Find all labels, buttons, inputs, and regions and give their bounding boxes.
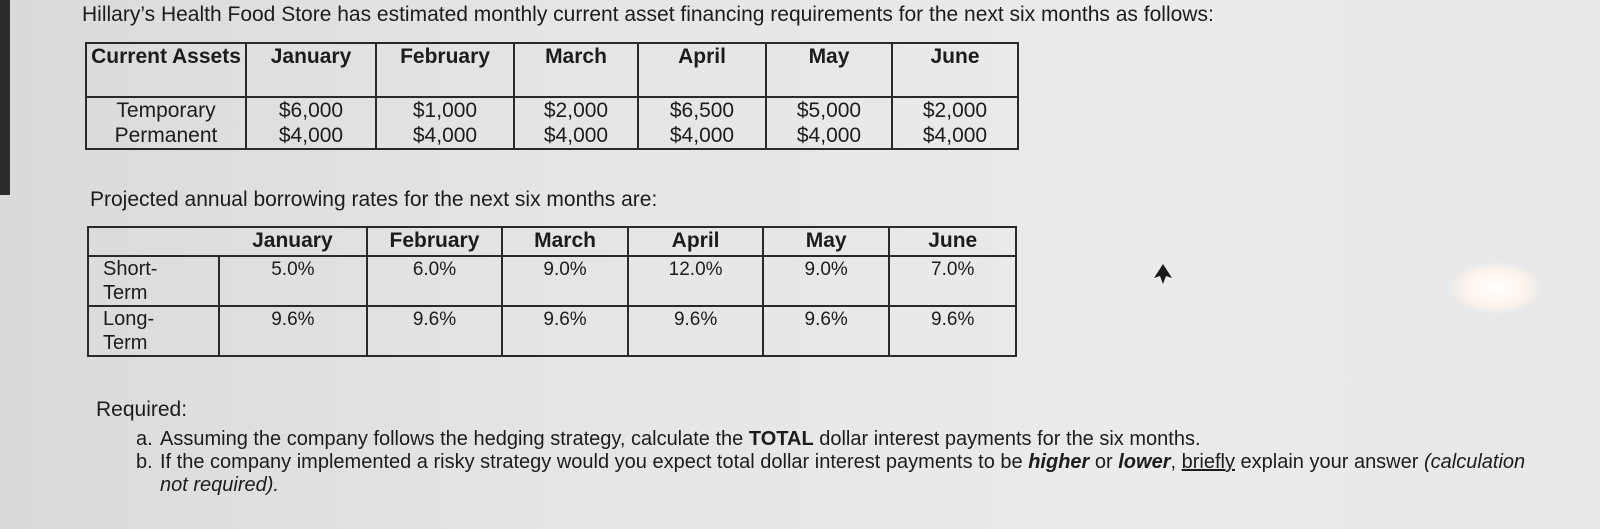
table-cell: $4,000 (638, 123, 766, 149)
current-assets-table (85, 42, 1019, 150)
table-cell: 7.0% (889, 256, 1016, 306)
table-cell: 9.0% (502, 256, 629, 306)
table-row (86, 123, 1018, 149)
table-row (86, 97, 1018, 123)
row-label-long-term (88, 306, 219, 356)
table-cell: $4,000 (766, 123, 892, 149)
rates-intro-text: Projected annual borrowing rates for the next six months are: (90, 188, 658, 211)
table-cell: $4,000 (246, 123, 376, 149)
table-cell: 9.6% (763, 306, 890, 356)
row-label-long-term-text: Long-Term (103, 308, 155, 354)
header-march: March (502, 227, 629, 256)
required-item-a (136, 428, 1536, 451)
header-january: January (219, 227, 368, 256)
table-cell: $4,000 (892, 123, 1018, 149)
required-heading: Required: (96, 398, 188, 421)
header-march: March (514, 43, 638, 97)
row-label-short-term-text: Short-Term (103, 258, 158, 304)
row-label-short-term (88, 256, 219, 306)
row-label-permanent: Permanent (86, 123, 246, 149)
item-a-pre: Assuming the company follows the hedging strategy, calculate the (160, 428, 749, 450)
header-blank (88, 227, 219, 256)
intro-text: Hillary’s Health Food Store has estimated monthly current asset financing requirements for the next six months as follows: (82, 3, 1214, 26)
header-may: May (766, 43, 892, 97)
table-cell: 12.0% (628, 256, 763, 306)
table-cell: 9.6% (889, 306, 1016, 356)
item-b-higher: higher (1028, 451, 1090, 473)
required-items (136, 428, 1536, 497)
header-april: April (628, 227, 763, 256)
light-glare (1450, 262, 1542, 314)
table-cell: $6,500 (638, 97, 766, 123)
item-b-comma: , (1170, 451, 1182, 473)
header-april: April (638, 43, 766, 97)
table-cell: 9.6% (628, 306, 763, 356)
photo-edge-shadow (0, 0, 10, 195)
table-row (88, 306, 1016, 356)
borrowing-rates-table (87, 226, 1017, 357)
table-cell: 9.6% (367, 306, 502, 356)
table-cell: $6,000 (246, 97, 376, 123)
mouse-pointer-icon (1152, 262, 1174, 286)
item-a-bold: TOTAL (748, 428, 814, 450)
header-current-assets: Current Assets (86, 43, 246, 97)
table-row (88, 256, 1016, 306)
table-cell: $5,000 (766, 97, 892, 123)
header-february: February (367, 227, 502, 256)
row-label-temporary: Temporary (86, 97, 246, 123)
table-cell: 6.0% (367, 256, 502, 306)
table-cell: 9.6% (502, 306, 629, 356)
item-b-post: explain your answer (1234, 451, 1424, 473)
header-june: June (892, 43, 1018, 97)
table-cell: $4,000 (376, 123, 514, 149)
item-b-lower: lower (1118, 451, 1171, 473)
table-cell: $2,000 (514, 97, 638, 123)
header-may: May (763, 227, 890, 256)
table-cell: $1,000 (376, 97, 514, 123)
header-february: February (376, 43, 514, 97)
table-cell: 5.0% (219, 256, 368, 306)
required-item-b (136, 451, 1536, 497)
table-cell: 9.6% (219, 306, 368, 356)
table-cell: $4,000 (514, 123, 638, 149)
header-june: June (889, 227, 1016, 256)
item-a-text (160, 428, 1201, 451)
item-b-paren: (calculation not required). (160, 451, 1526, 496)
item-b-label: b. (136, 451, 153, 473)
item-a-post: dollar interest payments for the six months. (813, 428, 1201, 450)
table-cell: 9.0% (763, 256, 890, 306)
item-b-pre: If the company implemented a risky strategy would you expect total dollar interest payments to be (160, 451, 1029, 473)
item-b-text (160, 451, 1536, 497)
item-a-label: a. (136, 428, 153, 450)
table-cell: $2,000 (892, 97, 1018, 123)
item-b-briefly: briefly (1181, 451, 1235, 473)
item-b-or: or (1089, 451, 1119, 473)
header-january: January (246, 43, 376, 97)
